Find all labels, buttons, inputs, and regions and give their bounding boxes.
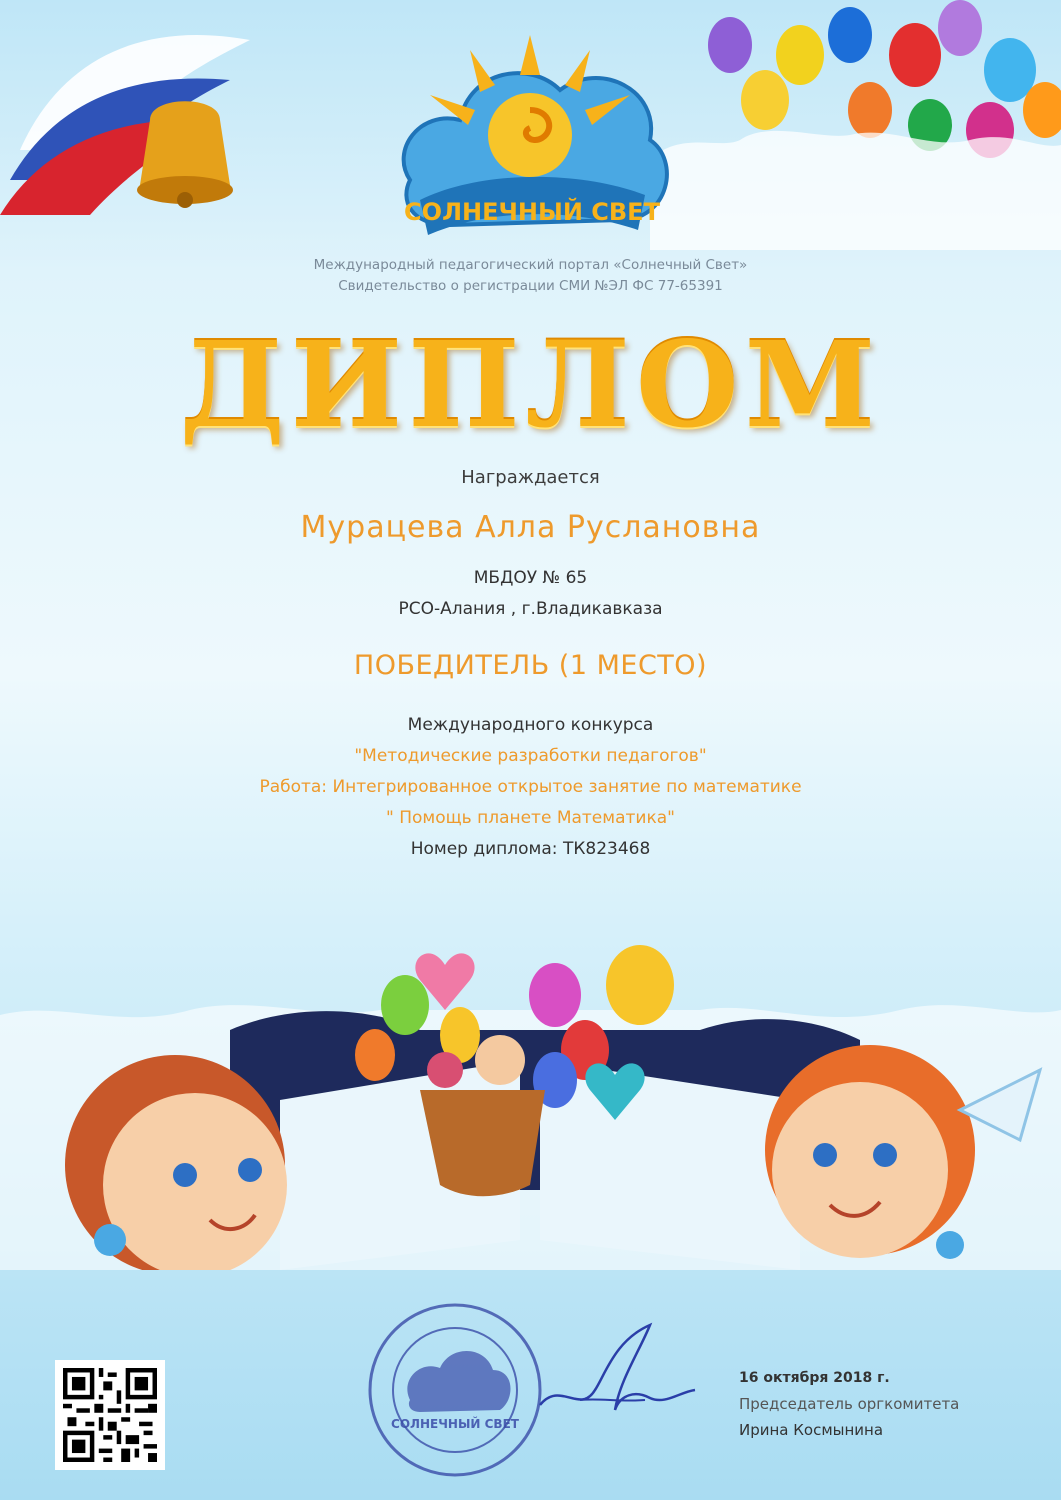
- diploma-number-label: Номер диплома:: [410, 839, 558, 859]
- recipient-name: Мурацева Алла Руслановна: [300, 510, 761, 545]
- diploma-date: 16 октября 2018 г.: [739, 1370, 890, 1386]
- bell-icon: [137, 101, 233, 208]
- stamp-text: СОЛНЕЧНЫЙ СВЕТ: [391, 1417, 519, 1431]
- contest-label: Международного конкурса: [407, 715, 654, 735]
- logo-text: СОЛНЕЧНЫЙ СВЕТ: [404, 198, 660, 226]
- portal-line: Международный педагогический портал «Солнечный Свет»: [313, 257, 748, 273]
- location: РСО-Алания , г.Владикавказа: [398, 599, 663, 619]
- registration-line: Свидетельство о регистрации СМИ №ЭЛ ФС 77-65391: [338, 278, 723, 294]
- children-balloons-illustration: [0, 940, 1061, 1270]
- organization: МБДОУ № 65: [473, 568, 588, 588]
- diploma-number-value: ТК823468: [562, 839, 651, 859]
- place-award: ПОБЕДИТЕЛЬ (1 МЕСТО): [353, 650, 708, 681]
- chair-role: Председатель оргкомитета: [739, 1395, 960, 1413]
- work-title: " Помощь планете Математика": [386, 808, 675, 828]
- qr-code: [55, 1360, 165, 1470]
- awarded-label: Награждается: [461, 467, 600, 488]
- signature-icon: [520, 1320, 700, 1430]
- qr-code-icon: [63, 1368, 157, 1462]
- logo-sun-cloud-icon: [380, 30, 680, 250]
- diploma-number: [0, 839, 1061, 859]
- diploma-title: ДИПЛОМ: [179, 315, 882, 454]
- work-line: Работа: Интегрированное открытое занятие по математике: [259, 777, 802, 797]
- contest-name: "Методические разработки педагогов": [354, 746, 707, 766]
- chair-name: Ирина Космынина: [739, 1421, 884, 1439]
- official-stamp: [365, 1300, 545, 1480]
